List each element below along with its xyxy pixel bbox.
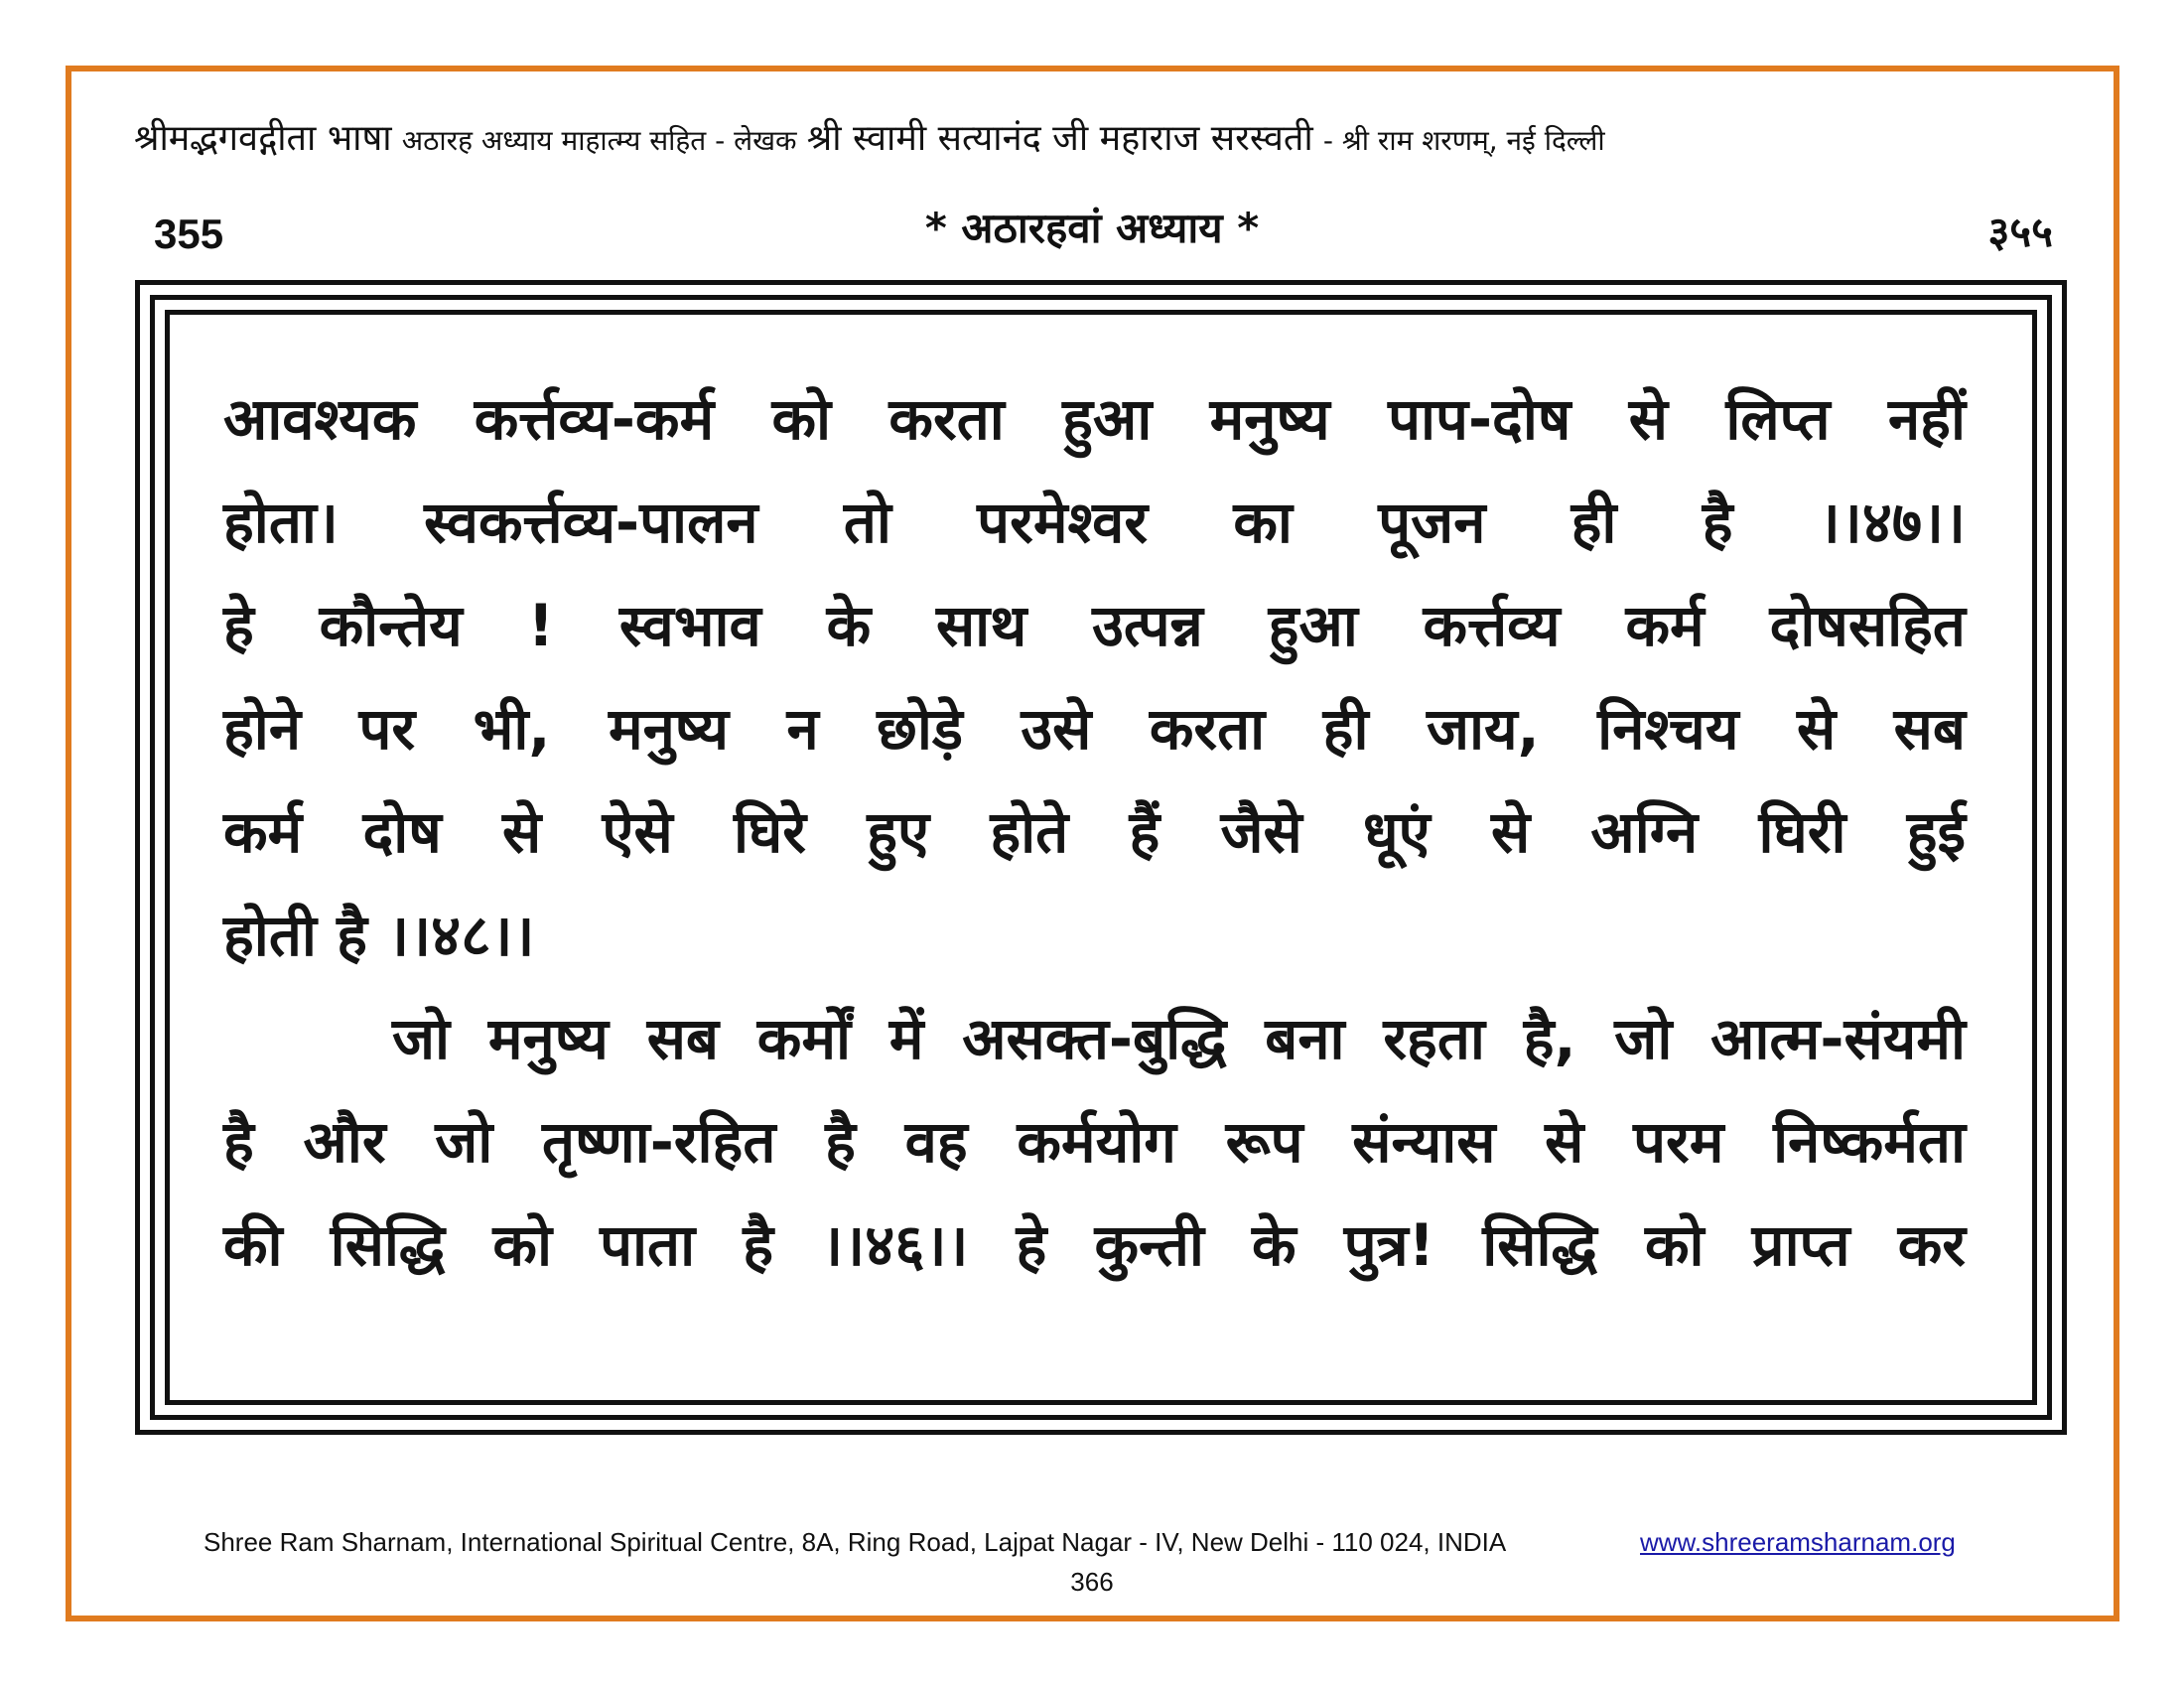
text-line: कर्म दोष से ऐसे घिरे हुए होते हैं जैसे धूएं से अग्नि घिरी हुई	[223, 798, 1966, 866]
page-header	[134, 117, 2070, 163]
text-line: होने पर भी, मनुष्य न छोड़े उसे करता ही जाय, निश्चय से सब	[223, 695, 1966, 763]
text-line: होती है ।।४८।।	[223, 902, 535, 969]
book-title: श्रीमद्भगवद्गीता भाषा	[134, 118, 392, 159]
page-number-devanagari: ३५५	[1987, 208, 2053, 256]
author-name: श्री स्वामी सत्यानंद जी महाराज सरस्वती	[806, 118, 1313, 159]
footer-address: Shree Ram Sharnam, International Spiritual Centre, 8A, Ring Road, Lajpat Nagar - IV, New Delhi - 110 024, INDIA	[204, 1527, 1507, 1557]
publisher-name: - श्री राम शरणम्, नई दिल्ली	[1322, 124, 1605, 157]
text-line: आवश्यक कर्त्तव्य-कर्म को करता हुआ मनुष्य पाप-दोष से लिप्त नहीं	[223, 385, 1966, 453]
text-line: होता। स्वकर्त्तव्य-पालन तो परमेश्वर का पूजन ही है ।।४७।।	[223, 489, 1966, 556]
text-line: जो मनुष्य सब कर्मों में असक्त-बुद्धि बना रहता है, जो आत्म-संयमी	[392, 1005, 1966, 1072]
chapter-title: * अठारहवां अध्याय *	[924, 204, 1260, 252]
page-number-latin: 355	[154, 211, 224, 257]
website-link[interactable]: www.shreeramsharnam.org	[1640, 1527, 1956, 1557]
book-subtitle: अठारह अध्याय माहात्म्य सहित - लेखक	[401, 124, 797, 157]
scripture-text	[223, 367, 1966, 1297]
text-line: हे कौन्तेय ! स्वभाव के साथ उत्पन्न हुआ कर्त्तव्य कर्म दोषसहित	[223, 592, 1966, 659]
text-line: है और जो तृष्णा-रहित है वह कर्मयोग रूप संन्यास से परम निष्कर्मता	[223, 1108, 1966, 1176]
footer-page-number: 366	[1070, 1567, 1114, 1597]
text-line: की सिद्धि को पाता है ।।४६।। हे कुन्ती के पुत्र! सिद्धि को प्राप्त कर	[223, 1211, 1966, 1279]
